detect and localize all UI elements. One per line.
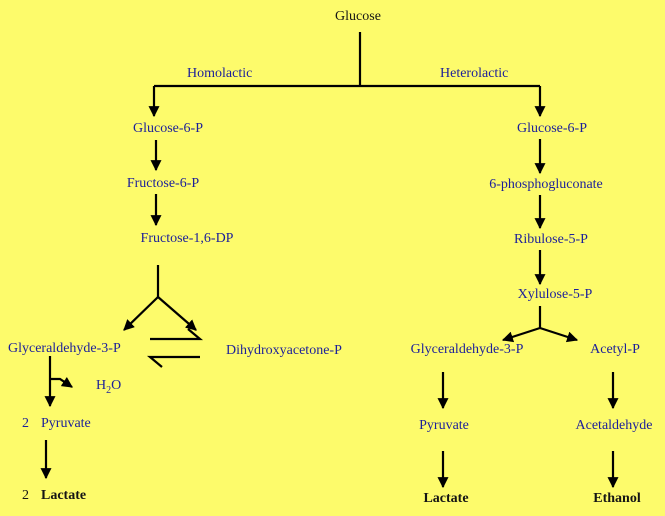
arrow-fdp-to-g3p bbox=[124, 297, 158, 330]
6-phosphogluconate-label: 6-phosphogluconate bbox=[489, 177, 603, 192]
homolactic-branch-label: Homolactic bbox=[187, 66, 253, 81]
arrow-xu5p-to-g3p bbox=[503, 328, 540, 340]
homolactic-glyceraldehyde-3-p: Glyceraldehyde-3-P bbox=[8, 341, 121, 356]
heterolactic-pyruvate-label: Pyruvate bbox=[419, 418, 469, 433]
heterolactic-branch-label: Heterolactic bbox=[440, 66, 509, 81]
glucose-label: Glucose bbox=[335, 9, 381, 24]
equilibrium-reverse-arrow bbox=[150, 357, 200, 367]
heterolactic-glyceraldehyde-3-p: Glyceraldehyde-3-P bbox=[410, 342, 524, 357]
ribulose-5-p-label: Ribulose-5-P bbox=[514, 232, 588, 247]
homolactic-glucose-6-p: Glucose-6-P bbox=[133, 121, 203, 136]
water-o: O bbox=[111, 378, 122, 393]
water-h: H bbox=[96, 378, 107, 393]
homolactic-fructose-6-p: Fructose-6-P bbox=[126, 176, 200, 191]
homolactic-lactate-label: Lactate bbox=[41, 488, 87, 503]
ethanol-label: Ethanol bbox=[593, 491, 641, 506]
homolactic-lactate-coefficient: 2 bbox=[22, 488, 29, 503]
equilibrium-forward-arrow bbox=[150, 329, 200, 339]
arrow-xu5p-to-acetylp bbox=[540, 328, 577, 340]
water-loss-arrow bbox=[50, 379, 72, 387]
water-subscript: 2 bbox=[106, 384, 112, 396]
dihydroxyacetone-p-label: Dihydroxyacetone-P bbox=[226, 343, 342, 358]
acetaldehyde-label: Acetaldehyde bbox=[575, 418, 653, 433]
homolactic-fructose-1-6-dp: Fructose-1,6-DP bbox=[140, 231, 234, 246]
water-label bbox=[96, 378, 121, 399]
xylulose-5-p-label: Xylulose-5-P bbox=[517, 287, 593, 302]
acetyl-p-label: Acetyl-P bbox=[590, 342, 640, 357]
heterolactic-lactate-label: Lactate bbox=[423, 491, 469, 506]
arrow-fdp-to-dhap bbox=[158, 297, 196, 330]
homolactic-pyruvate-coefficient: 2 bbox=[22, 416, 29, 431]
homolactic-pyruvate-label: Pyruvate bbox=[41, 416, 91, 431]
heterolactic-glucose-6-p: Glucose-6-P bbox=[517, 121, 587, 136]
